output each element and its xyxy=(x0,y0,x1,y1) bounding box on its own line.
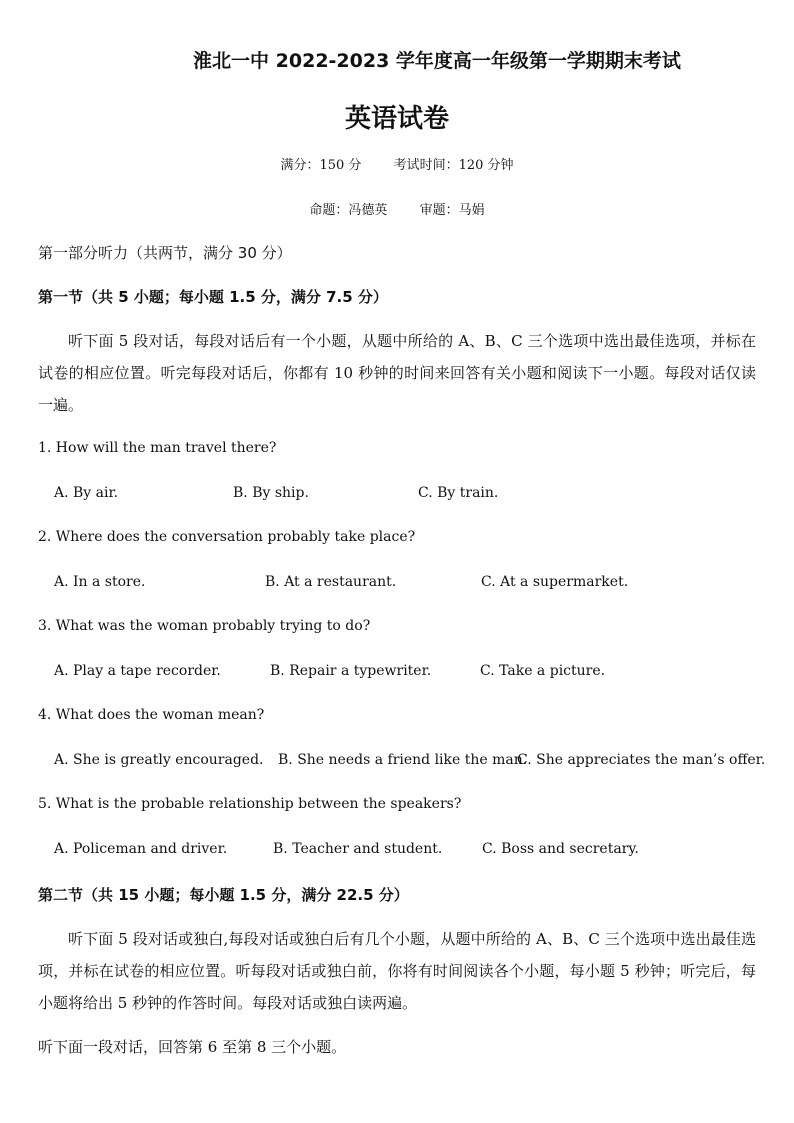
exam-subject: 英语试卷 xyxy=(344,104,449,134)
question-2-stem: 2. Where does the conversation probably take place? xyxy=(38,529,416,545)
part1-heading: 第一部分听力（共两节，满分 30 分） xyxy=(38,244,292,262)
question-5-option-c[interactable]: C. Boss and secretary. xyxy=(482,841,639,857)
question-3-option-c[interactable]: C. Take a picture. xyxy=(480,663,606,679)
question-2-option-c[interactable]: C. At a supermarket. xyxy=(481,574,629,590)
question-1-option-b[interactable]: B. By ship. xyxy=(233,485,309,501)
question-4-option-b[interactable]: B. She needs a friend like the man. xyxy=(278,752,528,768)
question-4-stem: 4. What does the woman mean? xyxy=(38,707,265,723)
section1-instructions: 听下面 5 段对话，每段对话后有一个小题，从题中所给的 A、B、C 三个选项中选出最佳选项，并标在试卷的相应位置。听完每段对话后，你都有 10 秒钟的时间来回答有关小题和阅读下一小题。每段对话仅读一遍。 xyxy=(38,332,756,414)
section2-prompt: 听下面一段对话，回答第 6 至第 8 三个小题。 xyxy=(38,1038,347,1056)
section2-instructions: 听下面 5 段对话或独白,每段对话或独白后有几个小题，从题中所给的 A、B、C 三个选项中选出最佳选项，并标在试卷的相应位置。听每段对话或独白前，你将有时间阅读各个小题，每小题 5 秒钟；听完后，每小题将给出 5 秒钟的作答时间。每段对话或独白读两遍。 xyxy=(38,930,756,1012)
question-3-option-b[interactable]: B. Repair a typewriter. xyxy=(270,663,432,679)
section1-heading: 第一节（共 5 小题；每小题 1.5 分，满分 7.5 分） xyxy=(38,288,388,306)
question-5-stem: 5. What is the probable relationship between the speakers? xyxy=(38,796,462,812)
exam-title: 淮北一中 2022-2023 学年度高一年级第一学期期末考试 xyxy=(193,50,681,72)
question-4-option-c[interactable]: C. She appreciates the man’s offer. xyxy=(517,752,766,768)
question-4-option-a[interactable]: A. She is greatly encouraged. xyxy=(54,752,264,768)
question-1-stem: 1. How will the man travel there? xyxy=(38,440,277,456)
author-label: 命题：冯德英 xyxy=(309,203,388,218)
question-1-option-a[interactable]: A. By air. xyxy=(54,485,119,501)
reviewer-label: 审题：马娟 xyxy=(419,203,485,218)
exam-meta-line-2 xyxy=(0,199,794,218)
question-3-option-a[interactable]: A. Play a tape recorder. xyxy=(54,663,221,679)
question-3-stem: 3. What was the woman probably trying to do? xyxy=(38,618,371,634)
question-2-option-a[interactable]: A. In a store. xyxy=(54,574,146,590)
full-score-label: 满分：150 分 xyxy=(280,158,362,173)
exam-time-label: 考试时间：120 分钟 xyxy=(393,158,514,173)
question-1-option-c[interactable]: C. By train. xyxy=(418,485,499,501)
question-5-option-b[interactable]: B. Teacher and student. xyxy=(273,841,443,857)
exam-meta-line-1 xyxy=(0,154,794,173)
section2-heading: 第二节（共 15 小题；每小题 1.5 分，满分 22.5 分） xyxy=(38,886,409,904)
question-5-option-a[interactable]: A. Policeman and driver. xyxy=(54,841,228,857)
question-2-option-b[interactable]: B. At a restaurant. xyxy=(265,574,397,590)
